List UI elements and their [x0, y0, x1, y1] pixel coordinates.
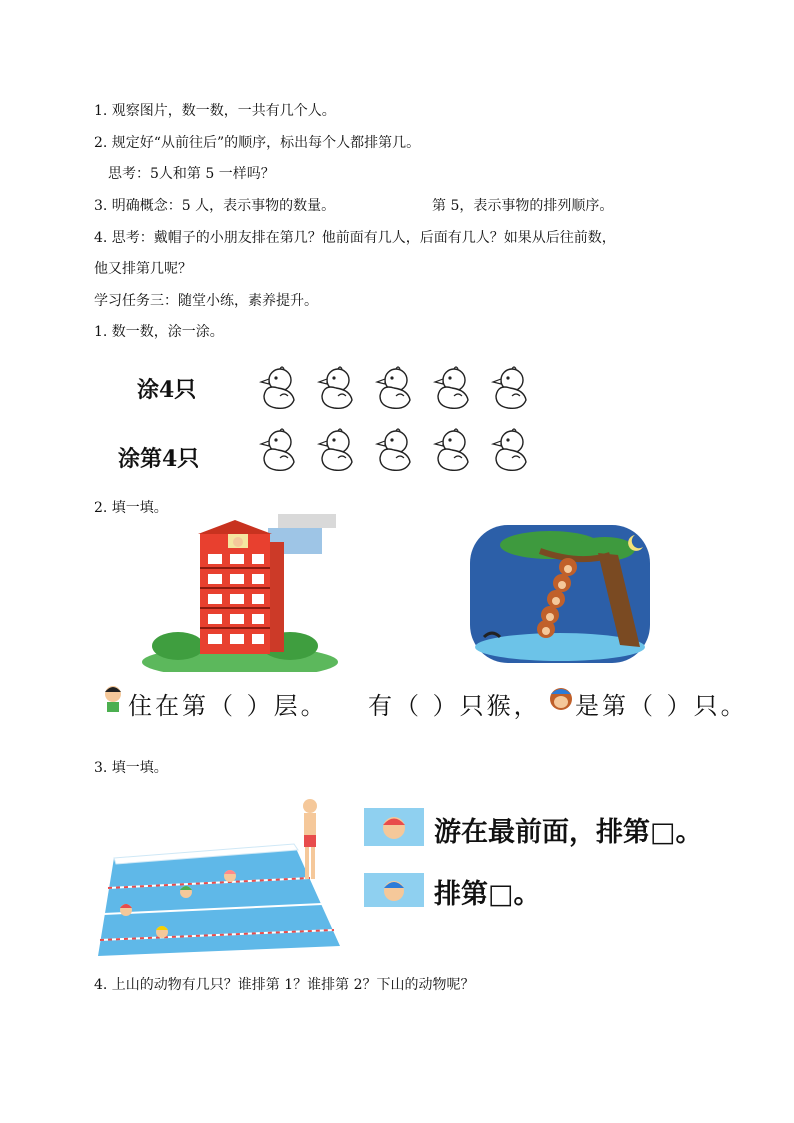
- monkey-order-sentence: 是第（ ）只。: [575, 692, 748, 720]
- swimmer-red-cap-icon: [364, 808, 424, 846]
- instruction-1: 1. 观察图片，数一数，一共有几个人。: [94, 103, 336, 119]
- chick-outline-1: [256, 428, 298, 474]
- monkeys-tree-picture: [470, 525, 650, 663]
- exercise-2-title: 2. 填一填。: [94, 500, 168, 516]
- front-swimmer-answer: 游在最前面，排第□。: [434, 817, 703, 848]
- exercise-4-title: 4. 上山的动物有几只？谁排第 1？谁排第 2？下山的动物呢？: [94, 977, 475, 993]
- chick-outline-2: [314, 428, 356, 474]
- instruction-3-order: 第 5，表示事物的排列顺序。: [432, 198, 614, 214]
- exercise-3-title: 3. 填一填。: [94, 760, 168, 776]
- swimming-pool-picture: [94, 796, 346, 966]
- color-four-label: 涂4只: [137, 377, 197, 403]
- second-swimmer-answer: 排第□。: [434, 879, 541, 910]
- instruction-4: 4. 思考：戴帽子的小朋友排在第几？他前面有几人，后面有几人？如果从后往前数，: [94, 230, 616, 246]
- chick-outline-1: [256, 366, 298, 412]
- instruction-4-continued: 他又排第几呢？: [94, 261, 192, 277]
- boy-icon: [101, 684, 125, 714]
- monkey-count-sentence: 有（ ）只猴，: [368, 692, 541, 720]
- thinking-question: 思考：5人和第 5 一样吗？: [108, 166, 275, 182]
- instruction-3: 3. 明确概念：5 人，表示事物的数量。: [94, 198, 336, 214]
- chick-outline-3: [372, 366, 414, 412]
- chick-outline-5: [488, 428, 530, 474]
- floor-sentence: 住在第（ ）层。: [128, 692, 328, 720]
- chick-outline-4: [430, 366, 472, 412]
- chick-outline-5: [488, 366, 530, 412]
- monkey-icon: [548, 684, 574, 712]
- exercise-1-title: 1. 数一数，涂一涂。: [94, 324, 224, 340]
- task-three-heading: 学习任务三：随堂小练，素养提升。: [94, 293, 318, 309]
- chick-outline-4: [430, 428, 472, 474]
- building-picture: [140, 512, 340, 672]
- swimmer-blue-cap-icon: [364, 873, 424, 907]
- instruction-2: 2. 规定好“从前往后”的顺序，标出每个人都排第几。: [94, 135, 421, 151]
- chick-outline-2: [314, 366, 356, 412]
- color-fourth-label: 涂第4只: [118, 446, 200, 472]
- chick-outline-3: [372, 428, 414, 474]
